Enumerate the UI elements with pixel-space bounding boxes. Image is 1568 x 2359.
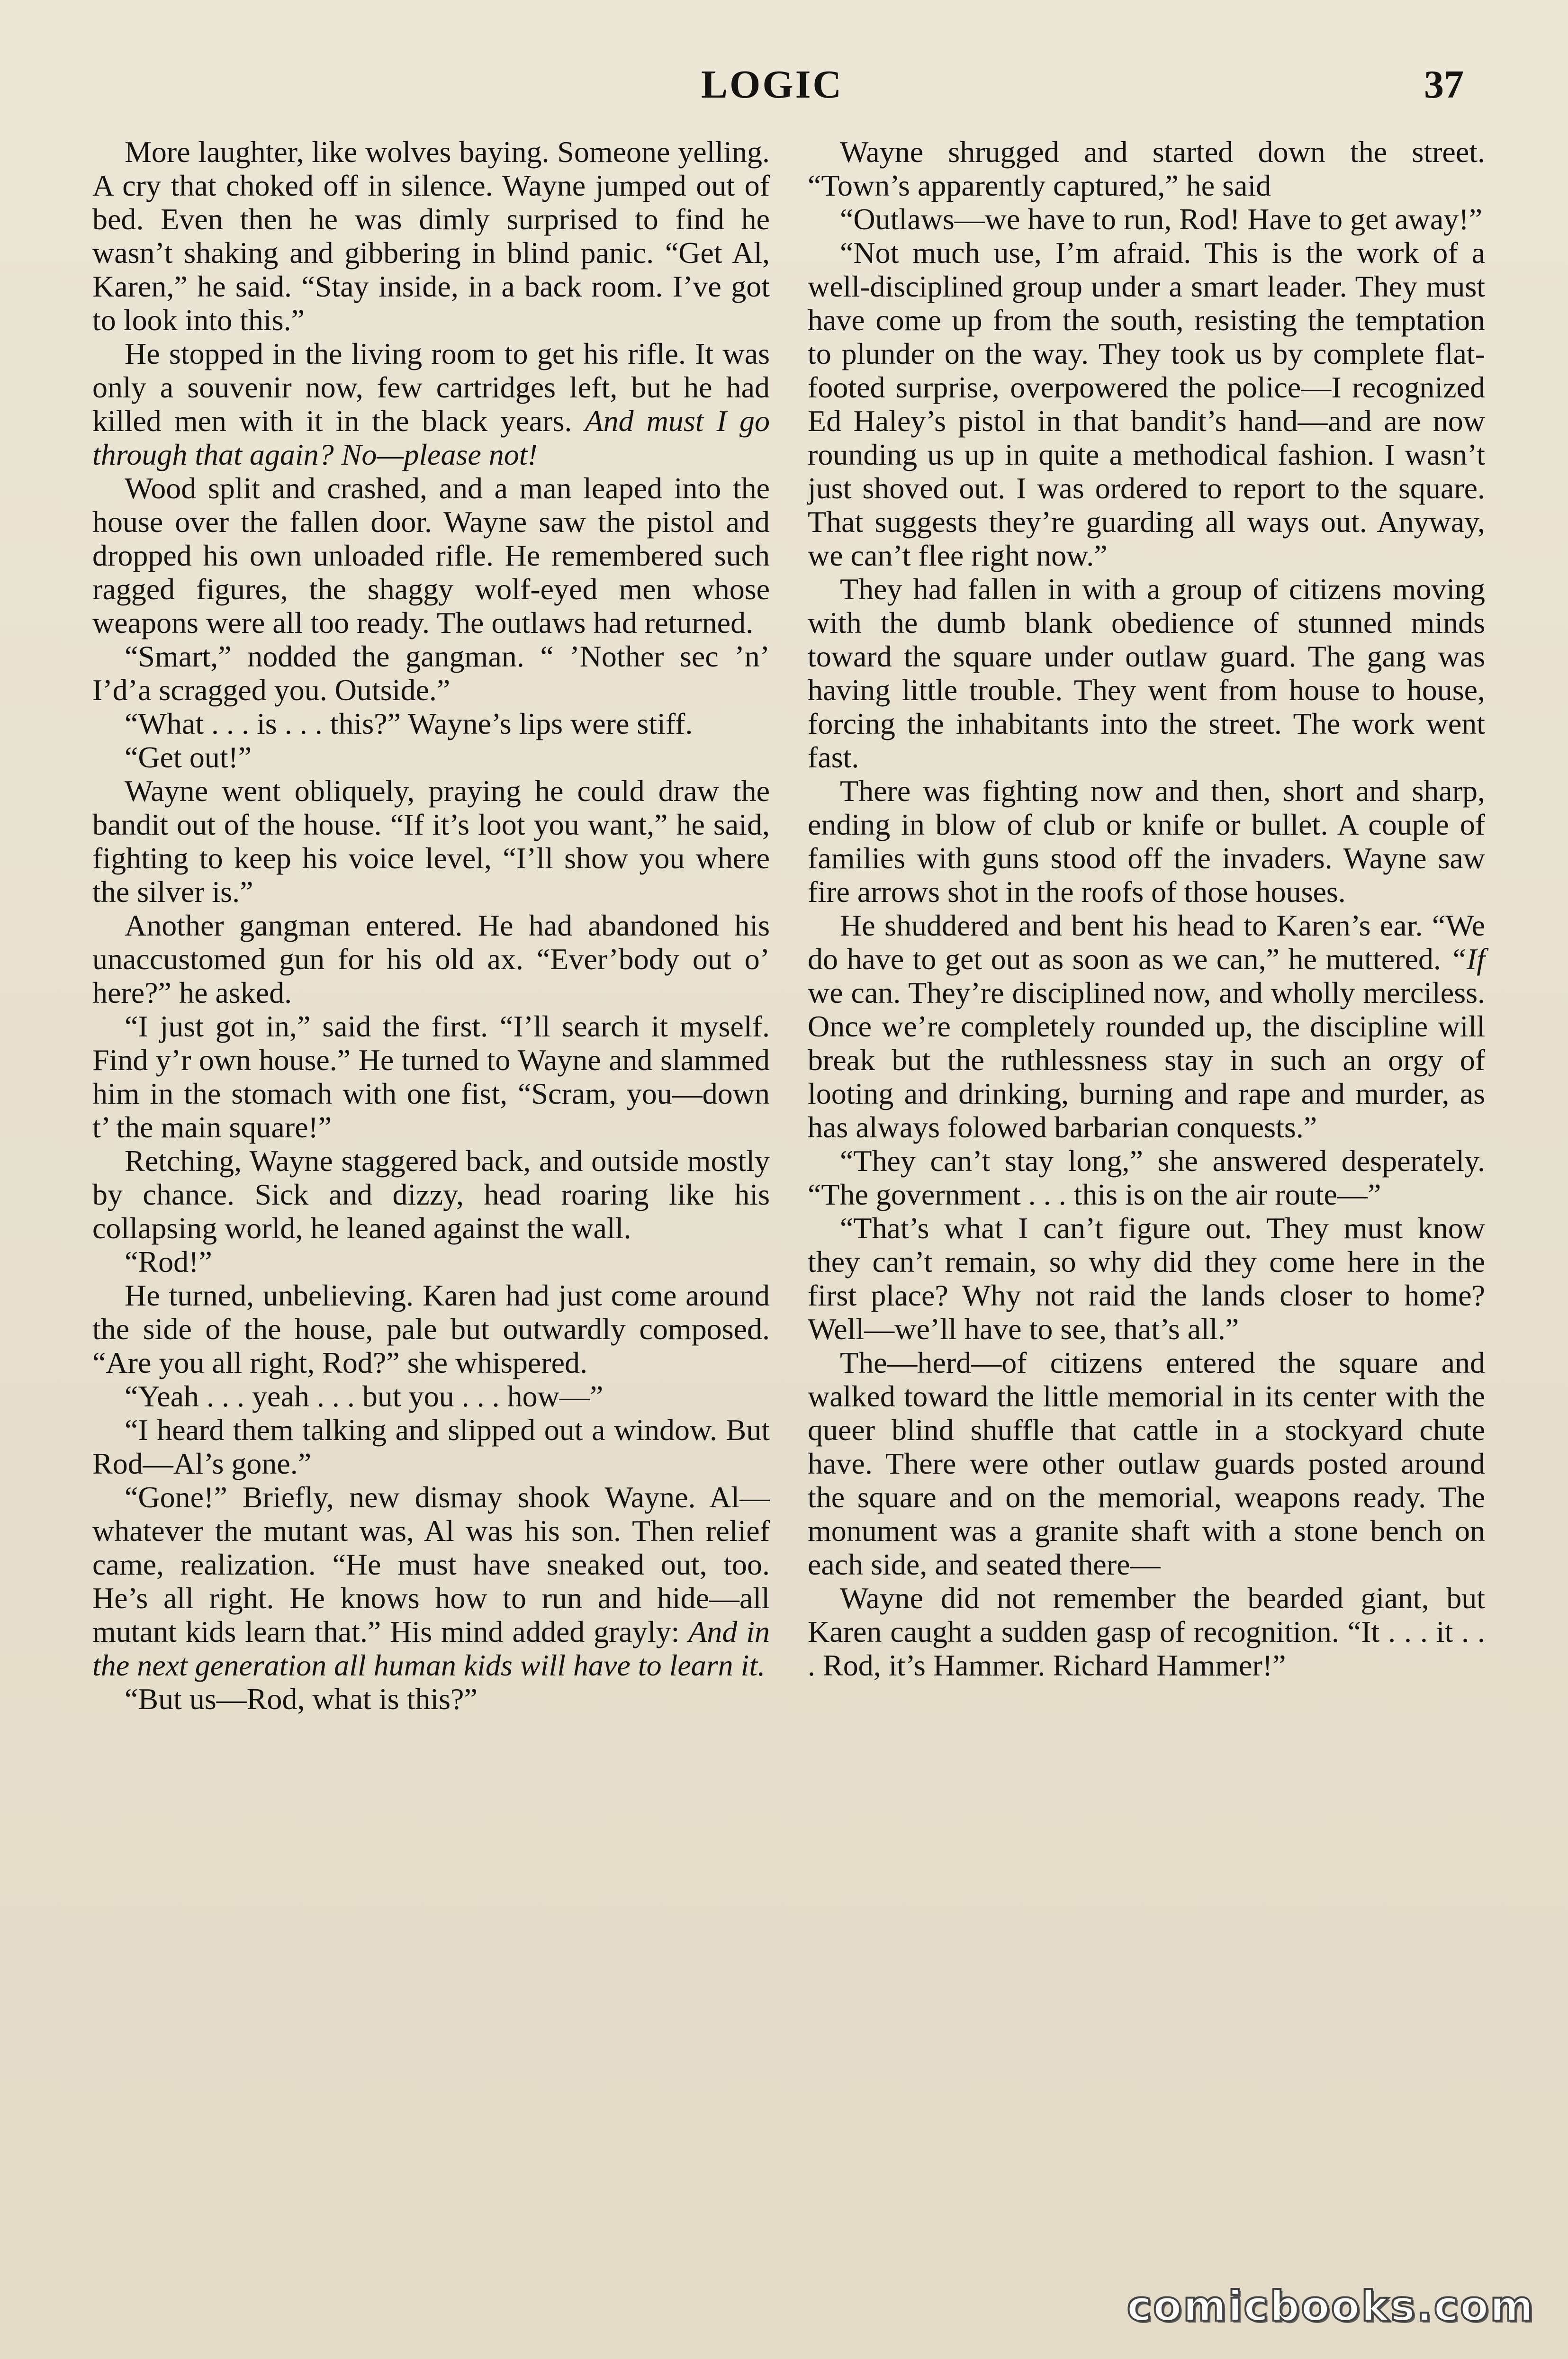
text-run: “Smart,” nodded the gangman. “ ’Nother sec ’n’ I’d’a scragged you. Outside.” — [92, 639, 770, 707]
paragraph — [808, 572, 1485, 774]
text-run: “They can’t stay long,” she answered desperately. “The government . . . this is on the air route—” — [808, 1144, 1485, 1211]
paragraph — [92, 1144, 770, 1245]
paragraph — [92, 337, 770, 471]
text-run: Retching, Wayne staggered back, and outside mostly by chance. Sick and dizzy, head roaring like his collapsing world, he leaned against the wall. — [92, 1144, 770, 1245]
paragraph — [808, 202, 1485, 236]
text-run: More laughter, like wolves baying. Someone yelling. A cry that choked off in silence. Wayne jumped out of bed. Even then he was dimly surprised to find he wasn’t shaking and gibbering in blind panic. “Get Al, Karen,” he said. “Stay inside, in a back room. I’ve got to look into this.” — [92, 135, 770, 337]
paragraph — [92, 471, 770, 639]
paragraph — [808, 1144, 1485, 1211]
text-run: Wayne did not remember the bearded giant, but Karen caught a sudden gasp of recognition. “It . . . it . . . Rod, it’s Hammer. Richard Hammer!” — [808, 1581, 1485, 1682]
text-run: “Rod!” — [125, 1245, 212, 1279]
paragraph — [92, 1480, 770, 1682]
text-run: “Get out!” — [125, 740, 252, 774]
running-title: LOGIC — [701, 63, 844, 107]
text-run: “What . . . is . . . this?” Wayne’s lips were stiff. — [125, 707, 693, 740]
text-run: we can. They’re disciplined now, and wholly merciless. Once we’re completely rounded up, the discipline will break but the ruthlessness stay in such an orgy of looting and drinking, burning and rape and murder, as has always folowed barbarian conquests.” — [808, 976, 1485, 1144]
paragraph — [92, 909, 770, 1009]
paragraph — [808, 1581, 1485, 1682]
page-number: 37 — [1424, 63, 1464, 107]
text-run: Wayne went obliquely, praying he could draw the bandit out of the house. “If it’s loot you want,” he said, fighting to keep his voice level, “I’ll show you where the silver is.” — [92, 774, 770, 909]
paragraph — [92, 740, 770, 774]
text-run: The—herd—of citizens entered the square and walked toward the little memorial in its center with the queer blind shuffle that cattle in a stockyard chute have. There were other outlaw guards posted around the square and on the memorial, weapons ready. The monument was a granite shaft with a stone bench on each side, and seated there— — [808, 1346, 1485, 1581]
paragraph — [92, 1379, 770, 1413]
text-run: Wood split and crashed, and a man leaped into the house over the fallen door. Wayne saw the pistol and dropped his own unloaded rifle. He remembered such ragged figures, the shaggy wolf-eyed men whose weapons were all too ready. The outlaws had returned. — [92, 471, 770, 639]
text-run: “Yeah . . . yeah . . . but you . . . how—” — [125, 1379, 604, 1413]
text-run: “That’s what I can’t figure out. They must know they can’t remain, so why did they come here in the first place? Why not raid the lands closer to home? Well—we’ll have to see, that’s all.” — [808, 1211, 1485, 1346]
paragraph — [808, 236, 1485, 572]
paragraph — [92, 1245, 770, 1279]
paragraph — [808, 1346, 1485, 1581]
paragraph — [808, 774, 1485, 909]
italic-text-run: “If — [1450, 942, 1485, 976]
paragraph — [92, 707, 770, 740]
paragraph — [92, 639, 770, 707]
text-run: He stopped in the living room to get his rifle. It was only a souvenir now, few cartridges left, but he had killed men with it in the black years. — [92, 337, 770, 438]
italic-text-run: And must I go through that again? No—please not! — [92, 404, 770, 471]
italic-text-run: And in the next generation all human kids will have to learn it. — [92, 1615, 770, 1682]
paragraph — [808, 1211, 1485, 1346]
paragraph — [808, 909, 1485, 1144]
paragraph — [92, 1413, 770, 1480]
paragraph — [92, 774, 770, 909]
text-run: “Gone!” Briefly, new dismay shook Wayne. Al—whatever the mutant was, Al was his son. Then relief came, realization. “He must have sneaked out, too. He’s all right. He knows how to run and hide—all mutant kids learn that.” His mind added grayly: — [92, 1480, 770, 1648]
text-run: “I just got in,” said the first. “I’ll search it myself. Find y’r own house.” He turned to Wayne and slammed him in the stomach with one fist, “Scram, you—down t’ the main square!” — [92, 1009, 770, 1144]
paragraph — [808, 135, 1485, 202]
paragraph — [92, 1009, 770, 1144]
text-run: Wayne shrugged and started down the street. “Town’s apparently captured,” he said — [808, 135, 1485, 202]
text-run: “Not much use, I’m afraid. This is the work of a well-disciplined group under a smart leader. They must have come up from the south, resisting the temptation to plunder on the way. They took us by complete flat-footed surprise, overpowered the police—I recognized Ed Haley’s pistol in that bandit’s hand—and are now rounding us up in quite a methodical fashion. I wasn’t just shoved out. I was ordered to report to the square. That suggests they’re guarding all ways out. Anyway, we can’t flee right now.” — [808, 236, 1485, 572]
right-text-column — [808, 135, 1485, 1682]
text-run: There was fighting now and then, short and sharp, ending in blow of club or knife or bullet. A couple of families with guns stood off the invaders. Wayne saw fire arrows shot in the roofs of those houses. — [808, 774, 1485, 909]
text-run: He turned, unbelieving. Karen had just come around the side of the house, pale but outwardly composed. “Are you all right, Rod?” she whispered. — [92, 1279, 770, 1379]
text-run: Another gangman entered. He had abandoned his unaccustomed gun for his old ax. “Ever’body out o’ here?” he asked. — [92, 909, 770, 1009]
left-text-column — [92, 135, 770, 1716]
site-watermark: comicbooks.com — [1126, 2282, 1535, 2331]
text-run: They had fallen in with a group of citizens moving with the dumb blank obedience of stunned minds toward the square under outlaw guard. The gang was having little trouble. They went from house to house, forcing the inhabitants into the street. The work went fast. — [808, 572, 1485, 774]
text-run: “Outlaws—we have to run, Rod! Have to get away!” — [840, 202, 1482, 236]
running-head — [0, 62, 1568, 114]
text-run: “But us—Rod, what is this?” — [125, 1682, 478, 1716]
paragraph — [92, 1682, 770, 1716]
paragraph — [92, 1279, 770, 1379]
text-run: “I heard them talking and slipped out a window. But Rod—Al’s gone.” — [92, 1413, 770, 1480]
text-run: He shuddered and bent his head to Karen’s ear. “We do have to get out as soon as we can,” he muttered. — [808, 909, 1485, 976]
paragraph — [92, 135, 770, 337]
